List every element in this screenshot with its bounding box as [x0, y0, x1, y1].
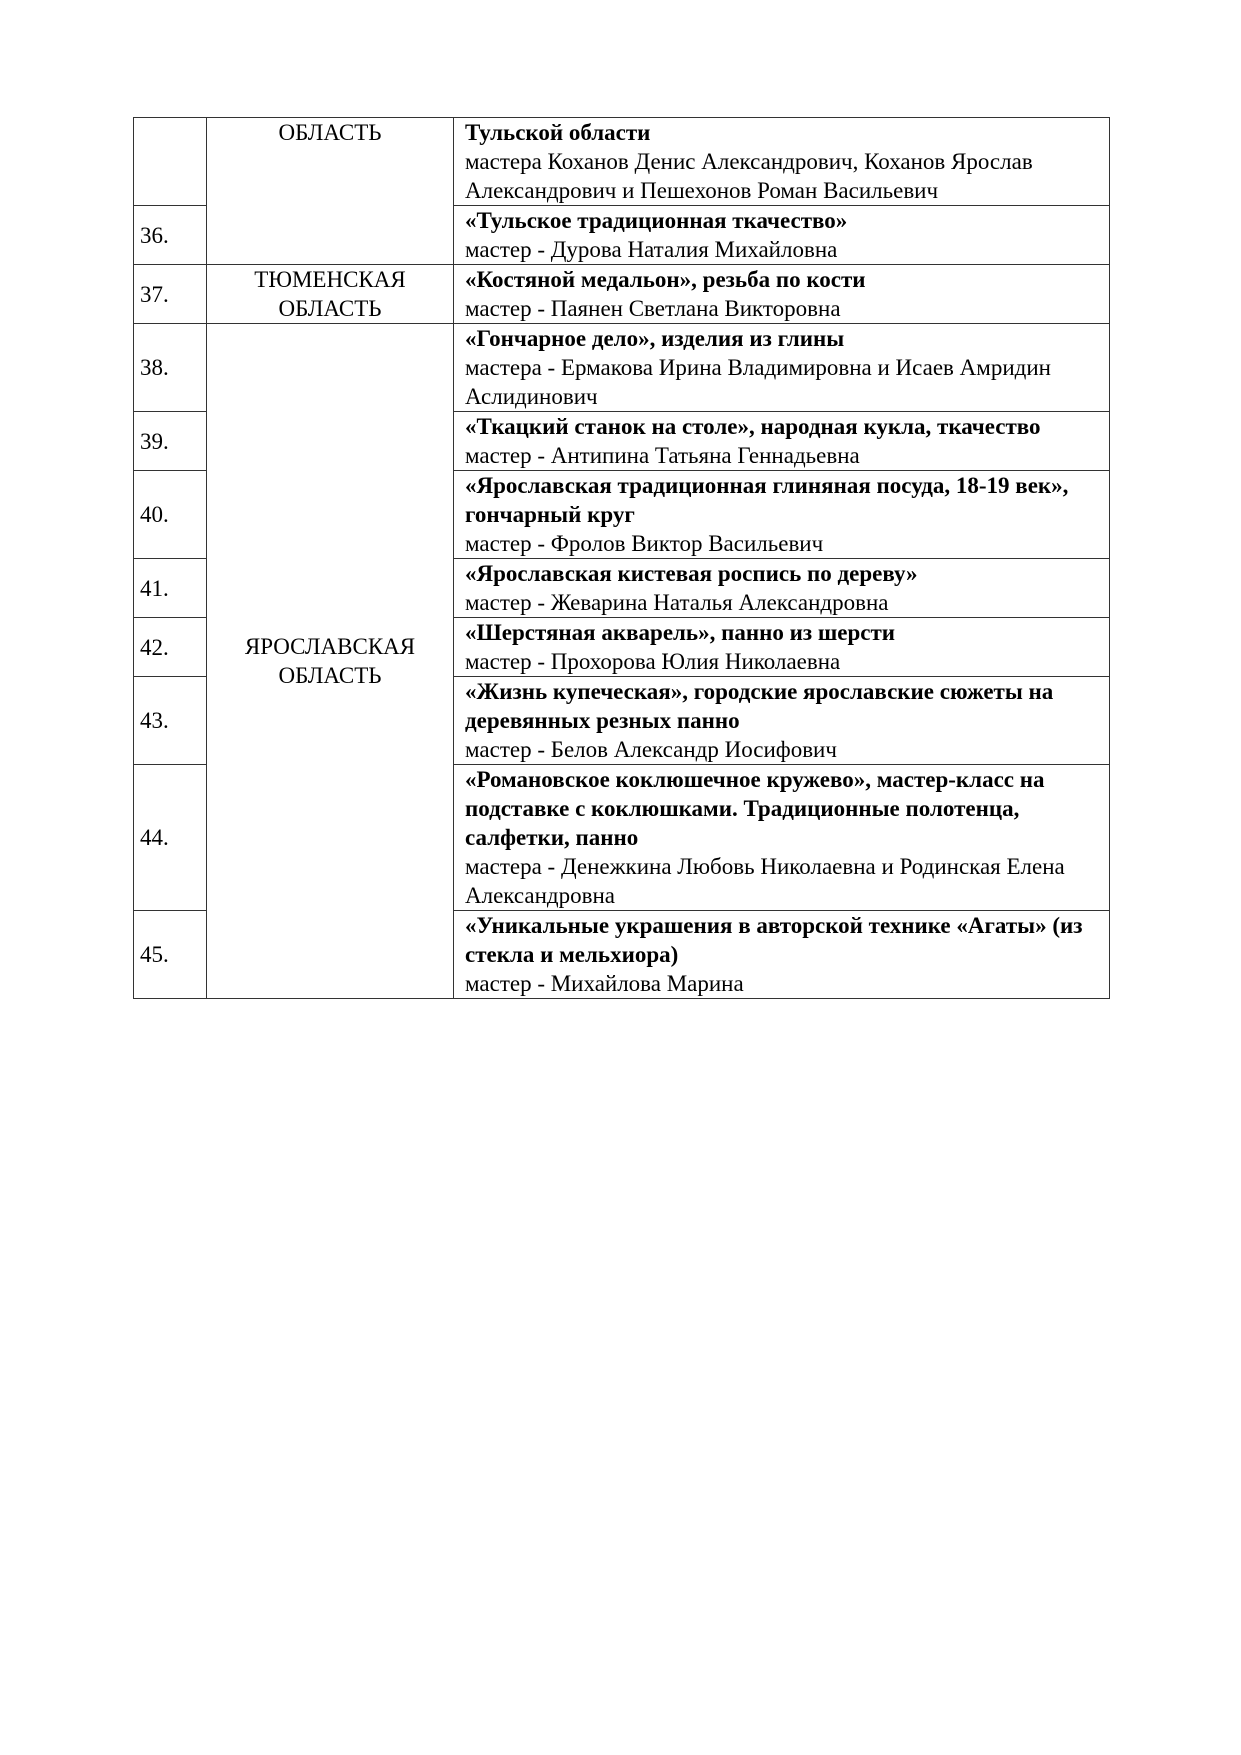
exhibit-title: Тульской области [465, 120, 651, 145]
row-number: 44. [134, 765, 207, 911]
row-number: 41. [134, 559, 207, 618]
row-number [134, 118, 207, 206]
row-number: 43. [134, 677, 207, 765]
exhibit-cell [454, 265, 1110, 324]
masters-table [133, 117, 1110, 999]
exhibit-master: мастер - Антипина Татьяна Геннадьевна [465, 443, 860, 468]
exhibit-master: мастер - Жеварина Наталья Александровна [465, 590, 889, 615]
region-name-line2: ОБЛАСТЬ [278, 296, 382, 321]
row-number: 36. [134, 206, 207, 265]
row-number: 42. [134, 618, 207, 677]
document-page [133, 117, 1109, 999]
row-number: 39. [134, 412, 207, 471]
row-number: 40. [134, 471, 207, 559]
exhibit-master: мастер - Фролов Виктор Васильевич [465, 531, 824, 556]
exhibit-master: мастер - Белов Александр Иосифович [465, 737, 837, 762]
exhibit-title: «Тульское традиционная ткачество» [465, 208, 848, 233]
exhibit-cell [454, 618, 1110, 677]
exhibit-master: мастера Коханов Денис Александрович, Коханов Ярослав Александрович и Пешехонов Роман Васильевич [465, 149, 1033, 203]
exhibit-title: «Ярославская традиционная глиняная посуда, 18-19 век», гончарный круг [465, 473, 1069, 527]
exhibit-master: мастера - Денежкина Любовь Николаевна и Родинская Елена Александровна [465, 854, 1065, 908]
region-name-line2: ОБЛАСТЬ [278, 663, 382, 688]
exhibit-title: «Уникальные украшения в авторской технике «Агаты» (из стекла и мельхиора) [465, 913, 1083, 967]
exhibit-master: мастер - Паянен Светлана Викторовна [465, 296, 841, 321]
exhibit-title: «Романовское коклюшечное кружево», мастер-класс на подставке с коклюшками. Традиционные полотенца, салфетки, панно [465, 767, 1045, 850]
region-name-line1: ЯРОСЛАВСКАЯ [244, 634, 416, 659]
region-name: ОБЛАСТЬ [278, 120, 382, 145]
exhibit-title: «Гончарное дело», изделия из глины [465, 326, 845, 351]
exhibit-title: «Шерстяная акварель», панно из шерсти [465, 620, 896, 645]
table-row [134, 118, 1110, 206]
exhibit-cell [454, 324, 1110, 412]
region-cell-yaroslavl [207, 324, 454, 999]
exhibit-cell [454, 206, 1110, 265]
table-row [134, 265, 1110, 324]
exhibit-cell [454, 412, 1110, 471]
exhibit-title: «Ткацкий станок на столе», народная кукла, ткачество [465, 414, 1041, 439]
region-cell-tyumen [207, 265, 454, 324]
row-number: 37. [134, 265, 207, 324]
exhibit-master: мастер - Дурова Наталия Михайловна [465, 237, 838, 262]
exhibit-cell [454, 118, 1110, 206]
region-name-line1: ТЮМЕНСКАЯ [254, 267, 406, 292]
exhibit-cell [454, 911, 1110, 999]
exhibit-cell [454, 471, 1110, 559]
exhibit-cell [454, 677, 1110, 765]
row-number: 45. [134, 911, 207, 999]
exhibit-cell [454, 559, 1110, 618]
exhibit-master: мастер - Михайлова Марина [465, 971, 744, 996]
exhibit-master: мастер - Прохорова Юлия Николаевна [465, 649, 841, 674]
row-number: 38. [134, 324, 207, 412]
table-row [134, 324, 1110, 412]
region-cell-tula [207, 118, 454, 265]
exhibit-title: «Костяной медальон», резьба по кости [465, 267, 866, 292]
exhibit-title: «Жизнь купеческая», городские ярославские сюжеты на деревянных резных панно [465, 679, 1054, 733]
exhibit-cell [454, 765, 1110, 911]
exhibit-title: «Ярославская кистевая роспись по дереву» [465, 561, 918, 586]
exhibit-master: мастера - Ермакова Ирина Владимировна и Исаев Амридин Аслидинович [465, 355, 1051, 409]
